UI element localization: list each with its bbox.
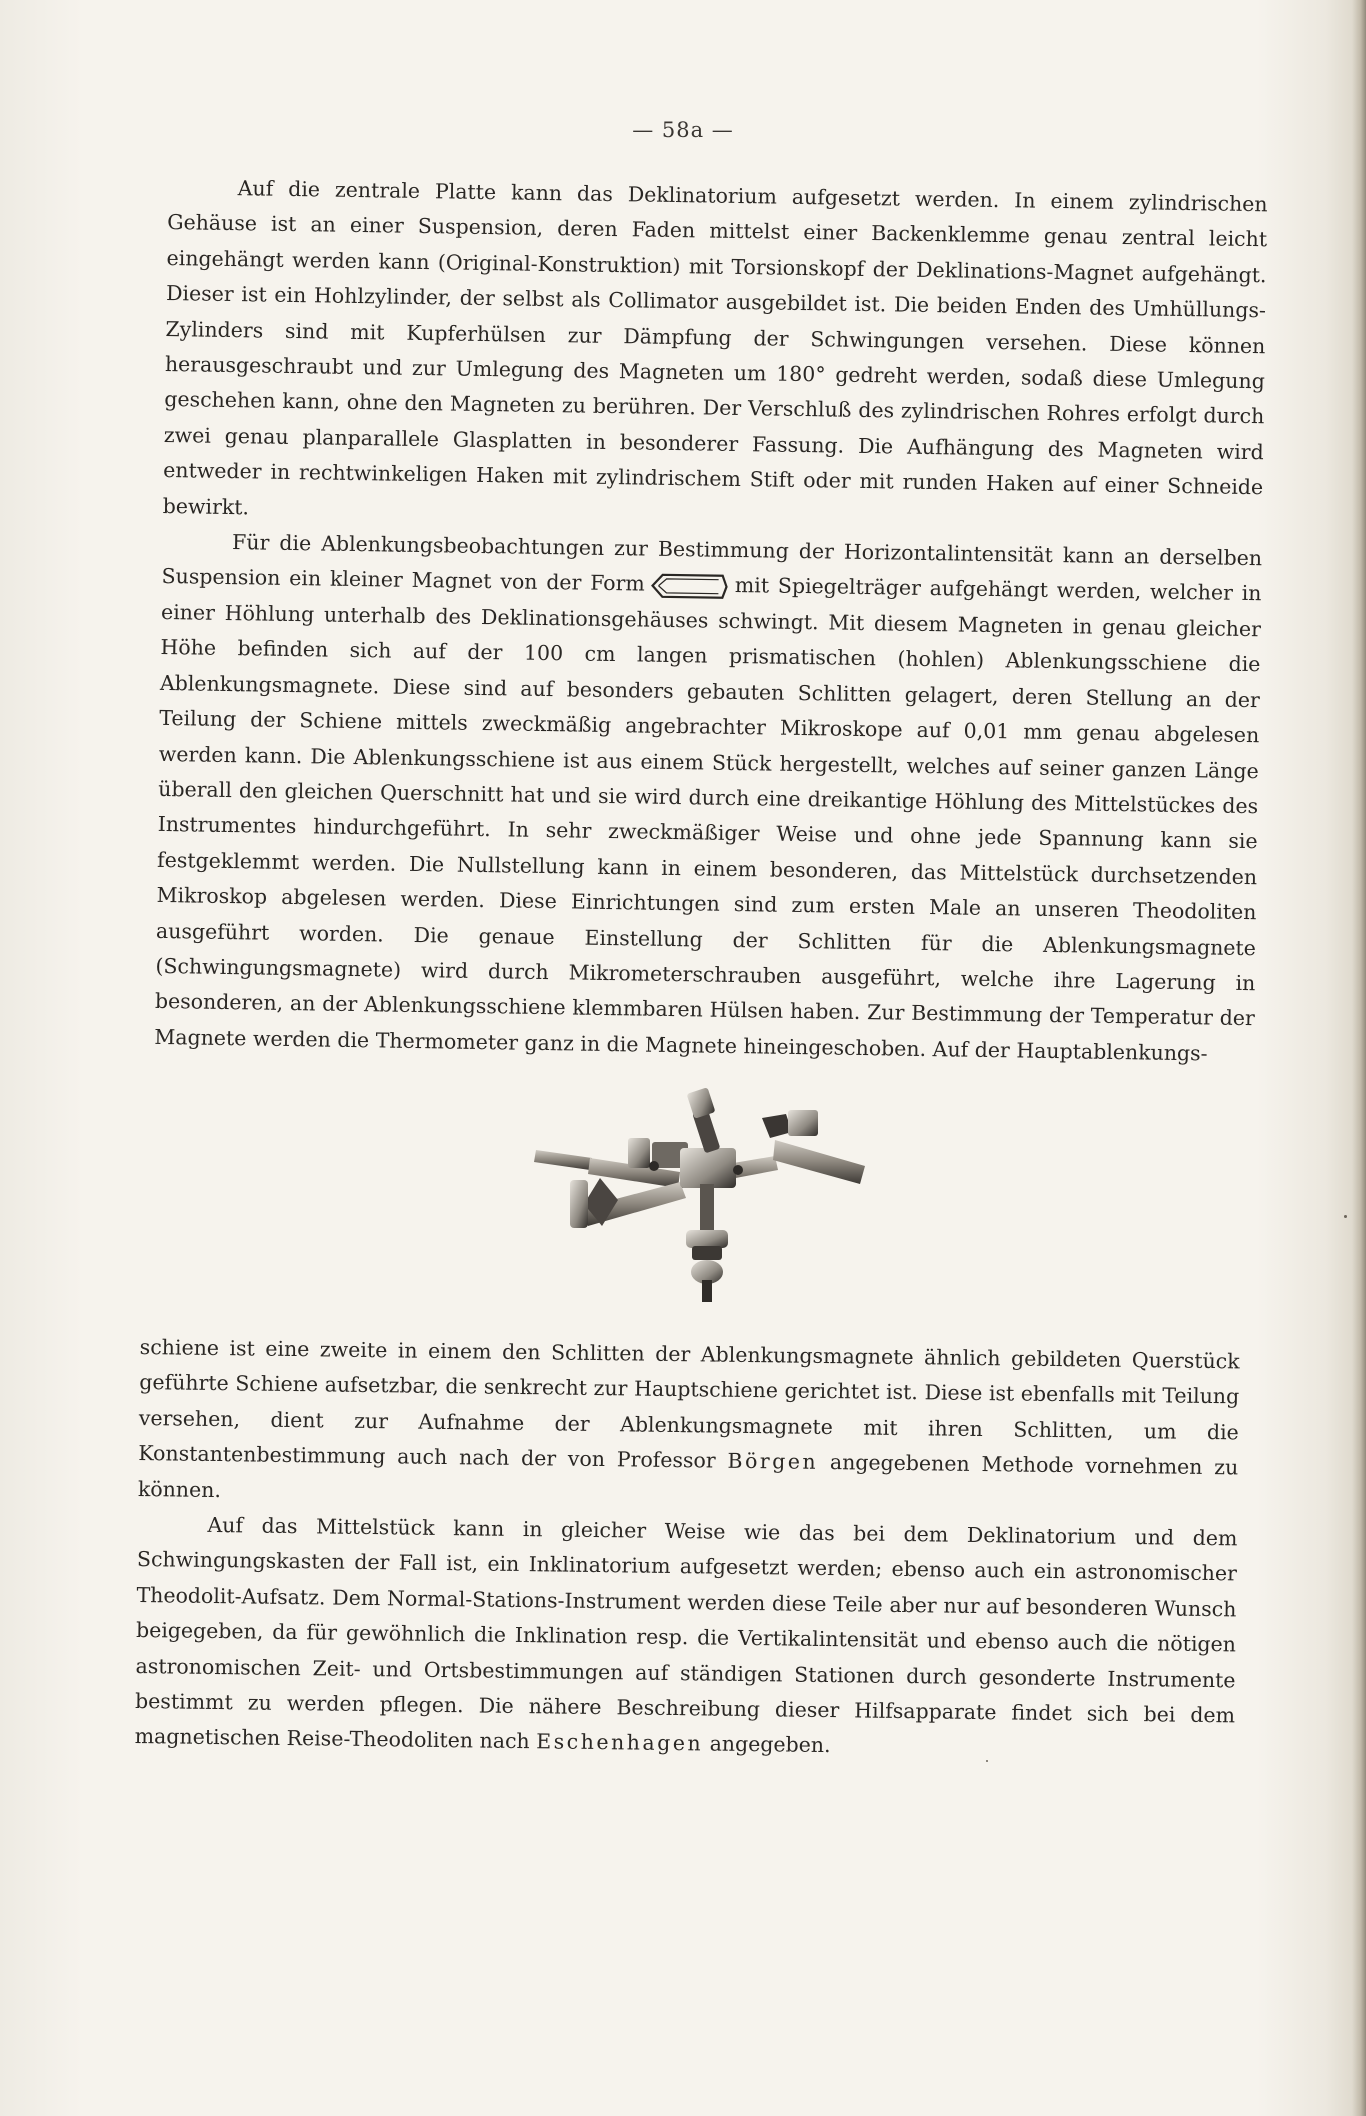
paragraph-text: angegeben. bbox=[709, 1731, 831, 1758]
theodolite-illustration bbox=[530, 1080, 870, 1310]
person-name: Börgen bbox=[727, 1448, 819, 1475]
page-edge-shadow bbox=[1352, 0, 1366, 2116]
paragraph-text: angegebenen Methode vornehmen zu können. bbox=[137, 1450, 1239, 1502]
paragraph-text: Für die Ablenkungsbeobachtungen zur Bestimmung der Horizontalintensität kann an derselben Suspension ein kleiner Magnet von der Form bbox=[161, 530, 1263, 597]
paragraph-deklinatorium: Auf die zentrale Platte kann das Deklinatorium aufgesetzt werden. In einem zylindrischen Gehäuse ist an einer Suspension, deren Faden mittelst einer Backenklemme genau zentral leicht eingehängt werden kann (Original-Konstruktion) mit Torsionskopf der Deklinations-Magnet aufgehängt. Dieser ist ein Hohlzylinder, der selbst als Collimator ausgebildet ist. Die beiden Enden des Umhüllungs-Zylinders sind mit Kupferhülsen zur Dämpfung der Schwingungen versehen. Diese können herausgeschraubt und zur Umlegung des Magneten um 180° gedreht werden, sodaß diese Umlegung geschehen kann, ohne den Magneten zu berühren. Der Verschluß des zylindrischen Rohres erfolgt durch zwei genau planparallele Glasplatten in besonderer Fassung. Die Aufhängung des Magneten wird entweder in rechtwinkeligen Haken mit zylindrischem Stift oder mit runden Haken auf einer Schneide bewirkt. bbox=[162, 176, 1268, 519]
page-number: — 58a — bbox=[632, 118, 734, 142]
text-block-top bbox=[154, 170, 1268, 1072]
paragraph-text: mit Spiegelträger aufgehängt werden, welcher in einer Höhlung unterhalb des Deklinationsgehäuses schwingt. Mit diesem Magneten in genau gleicher Höhe befinden sich auf der 100 cm langen prismatischen (hohlen) Ablenkungsschiene die Ablenkungsmagnete. Diese sind auf besonders gebauten Schlitten gelagert, deren Stellung an der Teilung der Schiene mittels zweckmäßig angebrachter Mikroskope auf 0,01 mm genau abgelesen werden kann. Die Ablenkungsschiene ist aus einem Stück hergestellt, welches auf seiner ganzen Länge überall den gleichen Querschnitt hat und sie wird durch eine dreikantige Höhlung des Mittelstückes des Instrumentes hindurchgeführt. In sehr zweckmäßiger Weise und ohne jede Spannung kann sie festgeklemmt werden. Die Nullstellung kann in einem besonderen, das Mittelstück durchsetzenden Mikroskop abgelesen werden. Diese Einrichtungen sind zum ersten Male an unseren Theodoliten ausgeführt worden. Die genaue Einstellung der Schlitten für die Ablenkungsmagnete (Schwingungsmagnete) wird durch Mikrometerschrauben ausgeführt, welche ihre Lagerung in besonderen, an der Ablenkungsschiene klemmbaren Hülsen haben. Zur Bestimmung der Temperatur der Magnete werden die Thermometer ganz in die Magnete hineingeschoben. Auf der Hauptablenkungs- bbox=[154, 573, 1262, 1066]
paragraph-text: schiene ist eine zweite in einem den Schlitten der Ablenkungsmagnete ähnlich gebildeten Querstück geführte Schiene aufsetzbar, die senkrecht zur Hauptschiene gerichtet ist. Diese ist ebenfalls mit Teilung versehen, dient zur Aufnahme der Ablenkungsmagnete mit ihren Schlitten, um die Konstantenbestimmung auch nach der von Professor bbox=[138, 1334, 1240, 1473]
text-block-bottom bbox=[134, 1330, 1239, 1769]
paragraph-text: Auf das Mittelstück kann in gleicher Weise wie das bei dem Deklinatorium und dem Schwingungskasten der Fall ist, ein Inklinatorium aufgesetzt werden; ebenso auch ein astronomischer Theodolit-Aufsatz. Dem Normal-Stations-Instrument werden diese Teile aber nur auf besonderen Wunsch beigegeben, da für gewöhnlich die Inklination resp. die Vertikalintensität und ebenso auch die nötigen astronomischen Zeit- und Ortsbestimmungen auf ständigen Stationen durch gesonderte Instrumente bestimmt zu werden pflegen. Die nähere Beschreibung dieser Hilfsapparate findet sich bei dem magnetischen Reise-Theodoliten nach bbox=[134, 1512, 1238, 1754]
magnet-shape-icon bbox=[649, 571, 731, 602]
paragraph-ablenkung bbox=[154, 524, 1262, 1072]
paper-speck bbox=[1344, 1215, 1347, 1218]
paragraph-querschiene bbox=[138, 1330, 1240, 1521]
person-name: Eschenhagen bbox=[536, 1729, 704, 1756]
paper-speck bbox=[986, 1760, 988, 1762]
paragraph-mittelstueck bbox=[134, 1507, 1237, 1769]
